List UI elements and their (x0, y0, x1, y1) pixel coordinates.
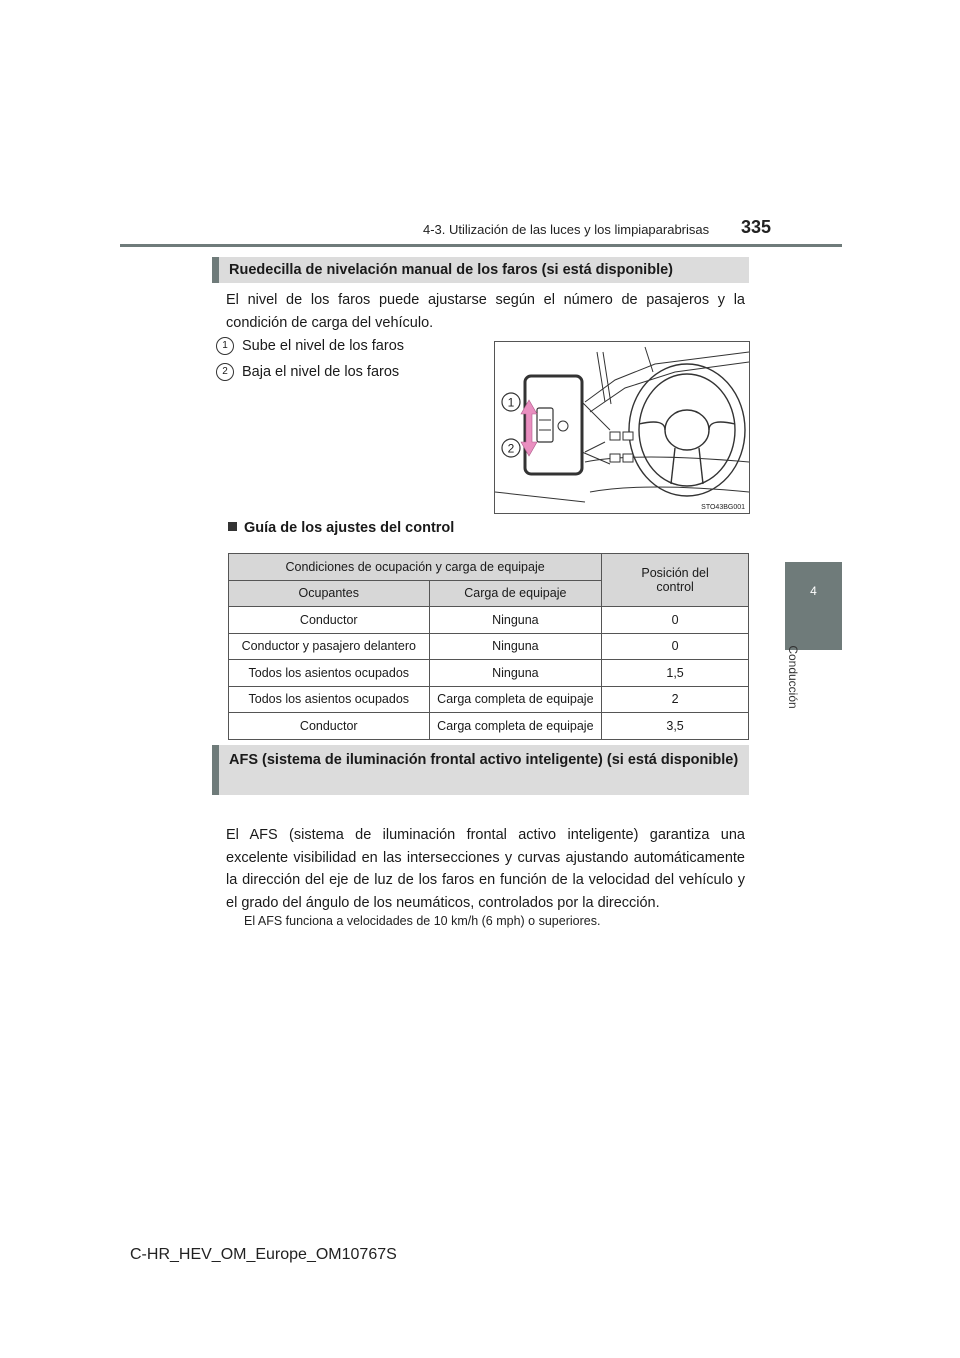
list-item (216, 337, 404, 355)
number-badge: 1 (216, 337, 234, 355)
figure-code: STO43BG001 (701, 504, 745, 511)
guide-subheading-text: Guía de los ajustes del control (244, 520, 455, 536)
position-cell: 0 (602, 633, 749, 660)
load-cell: Ninguna (429, 633, 602, 660)
table-row (229, 607, 749, 634)
leveling-intro-paragraph: El nivel de los faros puede ajustarse según el número de pasajeros y la condición de carga del vehículo. (226, 292, 745, 331)
table-row (229, 660, 749, 687)
section-heading-leveling: Ruedecilla de nivelación manual de los faros (si está disponible) (212, 257, 749, 283)
chapter-label: Conducción (786, 645, 800, 709)
table-header-row (229, 554, 749, 581)
document-code: C-HR_HEV_OM_Europe_OM10767S (130, 1246, 397, 1263)
headlight-leveling-illustration (494, 341, 750, 514)
position-header: Posición del control (602, 554, 749, 607)
load-cell: Ninguna (429, 607, 602, 634)
occupants-cell: Conductor (229, 607, 430, 634)
page-number: 335 (741, 217, 772, 237)
dashboard-drawing (495, 342, 749, 513)
afs-paragraph: El AFS (sistema de iluminación frontal activo inteligente) garantiza una excelente visibilidad en las intersecciones y curvas ajustando automáticamente la dirección del eje de luz de los faros en función de la velocidad del vehículo y el grado del ángulo de los neumáticos, controlados por la dirección. (226, 827, 745, 911)
group-header: Condiciones de ocupación y carga de equipaje (229, 554, 602, 581)
occupants-cell: Todos los asientos ocupados (229, 686, 430, 713)
section-heading-afs: AFS (sistema de iluminación frontal activo inteligente) (si está disponible) (212, 745, 749, 795)
position-cell: 2 (602, 686, 749, 713)
list-item (216, 363, 399, 381)
control-settings-table (228, 553, 749, 740)
occupants-header: Ocupantes (229, 580, 430, 607)
header-rule (120, 244, 842, 247)
occupants-cell: Conductor y pasajero delantero (229, 633, 430, 660)
callout-2: 2 (507, 441, 515, 456)
table-row (229, 633, 749, 660)
list-item-text: Baja el nivel de los faros (242, 364, 400, 380)
occupants-cell: Todos los asientos ocupados (229, 660, 430, 687)
position-cell: 0 (602, 607, 749, 634)
chapter-number: 4 (810, 584, 817, 598)
square-bullet-icon (228, 522, 237, 531)
load-cell: Ninguna (429, 660, 602, 687)
load-cell: Carga completa de equipaje (429, 713, 602, 740)
occupants-cell: Conductor (229, 713, 430, 740)
section-breadcrumb: 4-3. Utilización de las luces y los limpiaparabrisas (423, 222, 710, 237)
guide-subheading (228, 520, 454, 536)
load-header: Carga de equipaje (429, 580, 602, 607)
number-badge: 2 (216, 363, 234, 381)
load-cell: Carga completa de equipaje (429, 686, 602, 713)
afs-note: El AFS funciona a velocidades de 10 km/h (6 mph) o superiores. (244, 914, 601, 928)
callout-1: 1 (507, 395, 515, 410)
position-cell: 1,5 (602, 660, 749, 687)
table-row (229, 686, 749, 713)
list-item-text: Sube el nivel de los faros (242, 338, 405, 354)
table-row (229, 713, 749, 740)
position-cell: 3,5 (602, 713, 749, 740)
